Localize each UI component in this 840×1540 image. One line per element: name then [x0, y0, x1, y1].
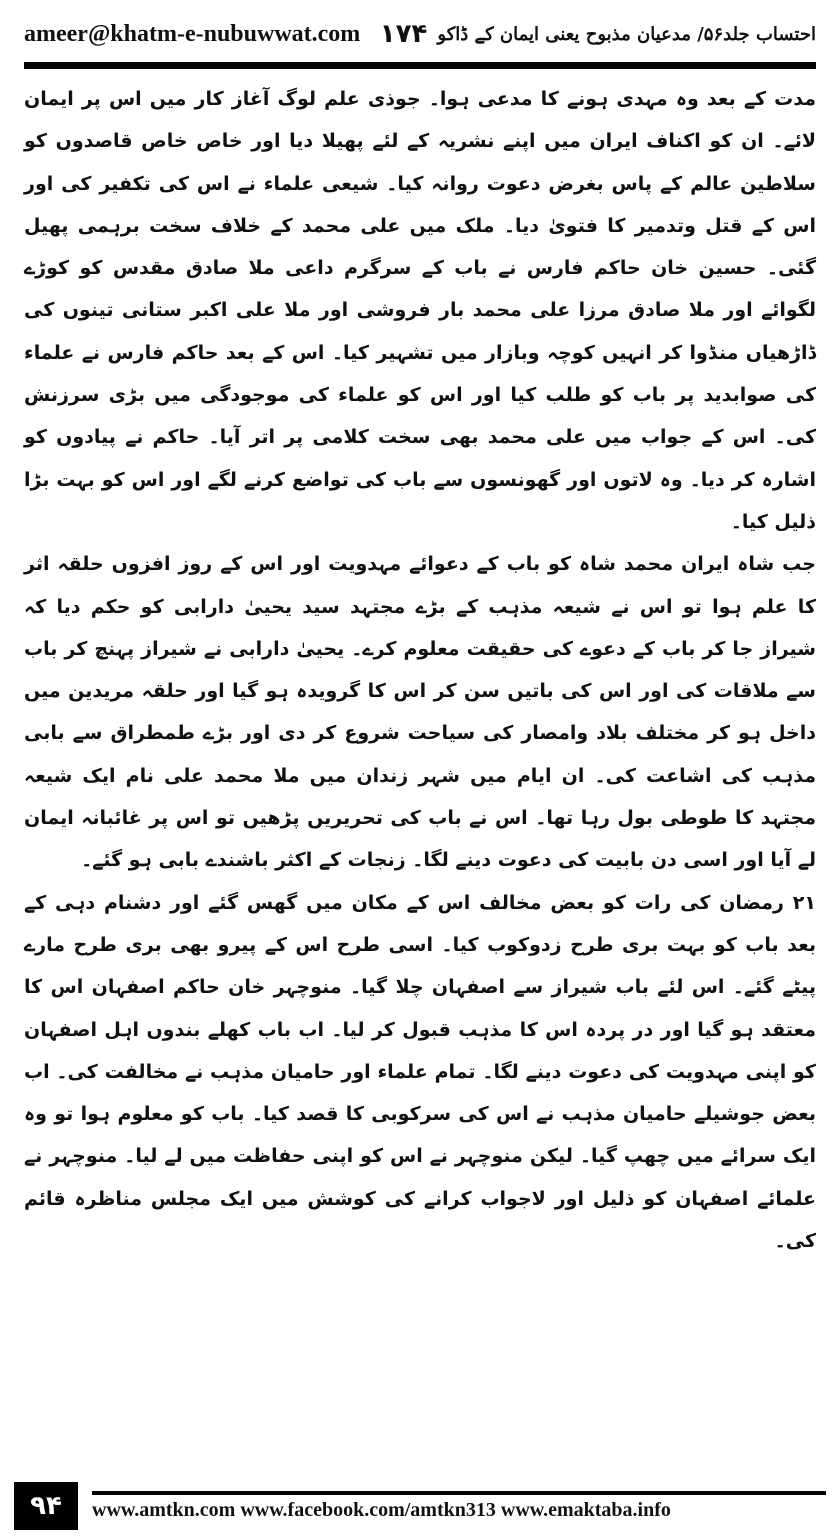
header-rule: [24, 62, 816, 69]
header-title-block: [380, 19, 816, 49]
page-body: [24, 78, 816, 1462]
header-page-ref: ۱۷۴: [379, 19, 428, 49]
paragraph-3: ۲۱ رمضان کی رات کو بعض مخالف اس کے مکان میں گھس گئے اور دشنام دہی کے بعد باب کو بہت بری طرح زدوکوب کیا۔ اسی طرح اس کے پیرو بھی بری طرح مارے پیٹے گئے۔ اس لئے باب شیراز سے اصفہان چلا گیا۔ منوچہر خان حاکم اصفہان اس کا معتقد ہو گیا اور در پردہ اس کا مذہب قبول کر لیا۔ اب باب کھلے بندوں اہل اصفہان کو اپنی مہدویت کی دعوت دینے لگا۔ تمام علماء اور حامیان مذہب نے مخالفت کی۔ اب بعض جوشیلے حامیان مذہب نے اس کی سرکوبی کا قصد کیا۔ باب کو معلوم ہوا تو وہ ایک سرائے میں چھپ گیا۔ لیکن منوچہر نے اس کو اپنی حفاظت میں لے لیا۔ منوچہر نے علمائے اصفہان کو ذلیل اور لاجواب کرانے کی کوشش میں ایک مجلس مناظرہ قائم کی۔: [24, 891, 816, 1253]
page-header: [24, 14, 816, 54]
paragraph-2: جب شاہ ایران محمد شاہ کو باب کے دعوائے مہدویت اور اس کے روز افزوں حلقہ اثر کا علم ہوا تو اس نے شیعہ مذہب کے بڑے مجتہد سید یحییٰ دارابی کو حکم دیا کہ شیراز جا کر باب کے دعوے کی حقیقت معلوم کرے۔ یحییٰ دارابی نے شیراز پہنچ کر باب سے ملاقات کی اور اس کی باتیں سن کر اس کا گرویدہ ہو گیا اور حلقہ مریدین میں داخل ہو کر مختلف بلاد وامصار کی سیاحت شروع کر دی اور بڑے طمطراق سے بابی مذہب کی اشاعت کی۔ ان ایام میں شہر زندان میں ملا محمد علی نام ایک شیعہ مجتہد کا طوطی بول رہا تھا۔ اس نے باب کی تحریریں پڑھیں تو اس پر غائبانہ ایمان لے آیا اور اسی دن بابیت کی دعوت دینے لگا۔ زنجات کے اکثر باشندے بابی ہو گئے۔: [24, 553, 816, 872]
footer-page-number: ۹۴: [14, 1482, 78, 1530]
footer-rule: [92, 1491, 826, 1495]
page-footer: [14, 1482, 826, 1530]
footer-urls[interactable]: www.amtkn.com www.facebook.com/amtkn313 www.emaktaba.info: [92, 1498, 671, 1521]
header-title: احتساب جلد۵۶/ مدعیان مذبوح یعنی ایمان کے ڈاکو: [437, 23, 816, 45]
footer-bar: [78, 1482, 826, 1530]
paragraph-1: مدت کے بعد وہ مہدی ہونے کا مدعی ہوا۔ جوذی علم لوگ آغاز کار میں اس پر ایمان لائے۔ ان کو اکناف ایران میں اپنے نشریہ کے لئے پھیلا دیا اور خاص خاص قاصدوں کو سلاطین عالم کے پاس بغرض دعوت روانہ کیا۔ شیعی علماء نے اس کی تکفیر کی اور اس کے قتل وتدمیر کا فتویٰ دیا۔ ملک میں علی محمد کے خلاف سخت برہمی پھیل گئی۔ حسین خان حاکم فارس نے باب کے سرگرم داعی ملا صادق مقدس کو کوڑے لگوائے اور ملا صادق مرزا علی محمد بار فروشی اور ملا علی اکبر ستانی تینوں کی ڈاڑھیاں منڈوا کر انہیں کوچہ وبازار میں تشہیر کیا۔ اس کے بعد حاکم فارس نے علماء کی صوابدید پر باب کو طلب کیا اور اس کو علماء کی موجودگی میں بڑی سرزنش کی۔ اس کے جواب میں علی محمد بھی سخت کلامی پر اتر آیا۔ حاکم نے پیادوں کو اشارہ کر دیا۔ وہ لاتوں اور گھونسوں سے باب کی تواضع کرنے لگے اور اس کو بہت بڑا ذلیل کیا۔: [24, 88, 816, 533]
header-email[interactable]: ameer@khatm-e-nubuwwat.com: [24, 20, 361, 47]
